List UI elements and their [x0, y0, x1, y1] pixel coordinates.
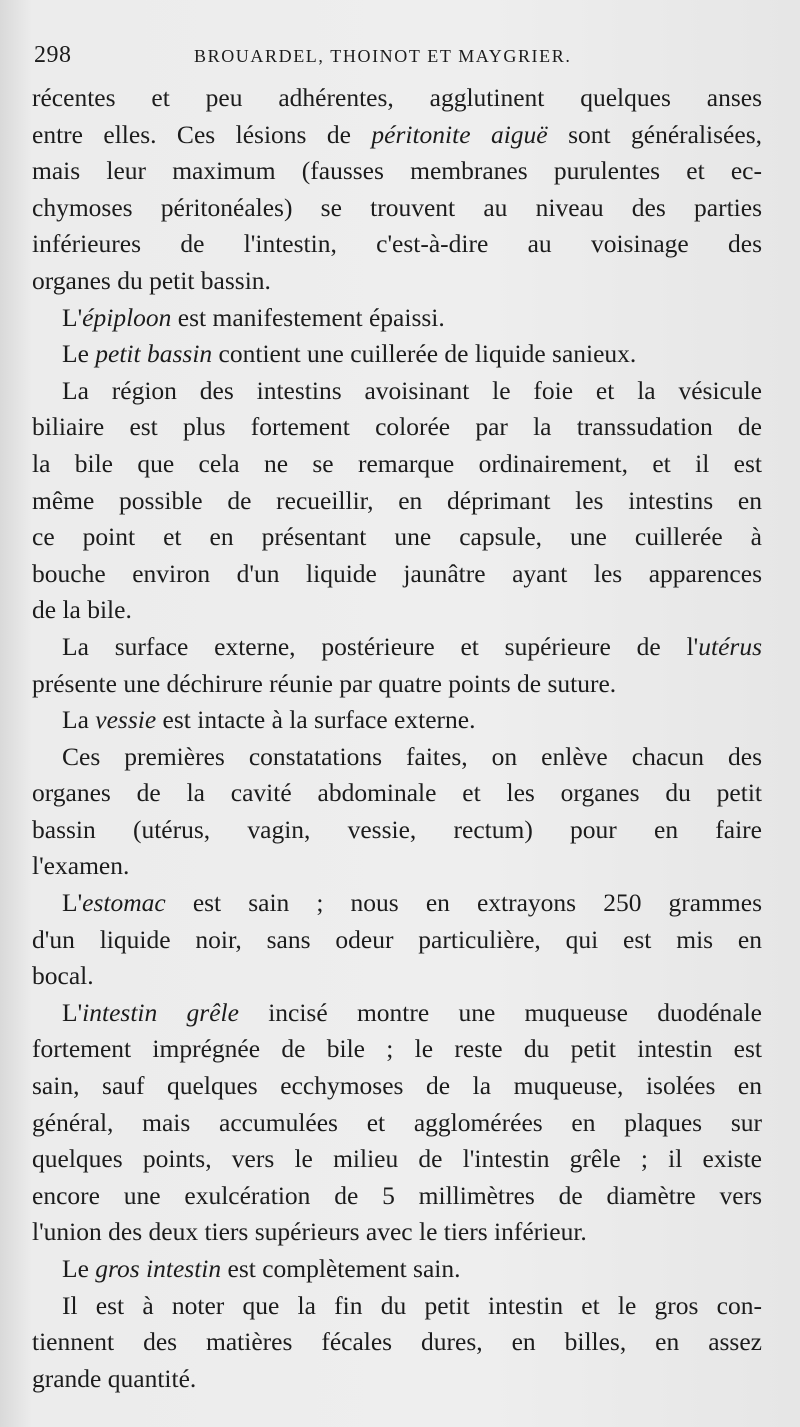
text-line: bouche environ d'un liquide jaunâtre ayant les apparences [32, 558, 762, 588]
text-line: chymoses péritonéales) se trouvent au niveau des parties [32, 192, 762, 222]
italic-term: estomac [82, 888, 166, 918]
text-line: Il est à noter que la fin du petit intestin et le gros con- [62, 1290, 762, 1320]
paragraph [32, 336, 762, 373]
paragraph [32, 1251, 762, 1288]
text-line: Ces premières constatations faites, on enlève chacun des [62, 741, 762, 771]
paragraph [32, 1288, 762, 1398]
text-line: récentes et peu adhérentes, agglutinent quelques anses [32, 83, 762, 112]
page-number: 298 [34, 42, 72, 68]
text-line: biliaire est plus fortement colorée par la transsudation de [32, 412, 762, 442]
text-line: L'estomac est sain ; nous en extrayons 250 grammes [62, 888, 762, 918]
paragraph [32, 702, 762, 739]
paragraph [32, 885, 762, 995]
text-line: La surface externe, postérieure et supérieure de l'utérus [62, 631, 762, 661]
text-line: organes de la cavité abdominale et les organes du petit [32, 778, 762, 808]
text-line: Le gros intestin est complètement sain. [62, 1254, 461, 1283]
text-line: L'épiploon est manifestement épaissi. [62, 302, 445, 332]
paragraph [32, 80, 762, 300]
paragraph [32, 739, 762, 885]
paragraph [32, 995, 762, 1251]
text-line: général, mais accumulées et agglomérées en plaques sur [32, 1107, 762, 1137]
paragraph [32, 629, 762, 702]
text-line: la bile que cela ne se remarque ordinairement, et il est [32, 448, 762, 478]
page-header [34, 42, 750, 72]
text-line: grande quantité. [32, 1363, 197, 1393]
text-line: sain, sauf quelques ecchymoses de la muqueuse, isolées en [32, 1071, 762, 1101]
text-line: ce point et en présentant une capsule, une cuillerée à [32, 522, 762, 552]
text-line: l'examen. [32, 851, 130, 881]
text-line: de la bile. [32, 595, 132, 625]
text-line: organes du petit bassin. [32, 265, 271, 295]
text-line: mais leur maximum (fausses membranes purulentes et ec- [32, 156, 762, 186]
text-line: bocal. [32, 961, 94, 991]
italic-term: péritonite aiguë [371, 119, 548, 149]
paragraph [32, 373, 762, 629]
italic-term: intestin grêle [82, 997, 239, 1027]
text-line: quelques points, vers le milieu de l'intestin grêle ; il existe [32, 1144, 762, 1174]
running-head: BROUARDEL, THOINOT ET MAYGRIER. [194, 46, 572, 66]
text-line: inférieures de l'intestin, c'est-à-dire au voisinage des [32, 229, 762, 259]
text-line: tiennent des matières fécales dures, en billes, en assez [32, 1327, 762, 1357]
text-line: bassin (utérus, vagin, vessie, rectum) pour en faire [32, 814, 762, 844]
text-line: présente une déchirure réunie par quatre points de suture. [32, 668, 617, 698]
text-line: l'union des deux tiers supérieurs avec le tiers inférieur. [32, 1217, 587, 1247]
body-text [32, 80, 762, 1397]
text-line: fortement imprégnée de bile ; le reste du petit intestin est [32, 1034, 762, 1064]
text-line: La vessie est intacte à la surface externe. [62, 705, 476, 735]
text-line: d'un liquide noir, sans odeur particulière, qui est mis en [32, 924, 762, 954]
text-line: La région des intestins avoisinant le foie et la vésicule [62, 375, 762, 405]
text-line: Le petit bassin contient une cuillerée de liquide sanieux. [62, 339, 637, 369]
italic-term: épiploon [82, 302, 172, 332]
text-line: encore une exulcération de 5 millimètres de diamètre vers [32, 1180, 762, 1210]
text-line: même possible de recueillir, en déprimant les intestins en [32, 485, 762, 515]
text-line: L'intestin grêle incisé montre une muqueuse duodénale [62, 997, 762, 1027]
italic-term: petit bassin [95, 339, 213, 369]
italic-term: vessie [95, 705, 157, 735]
italic-term: utérus [698, 631, 762, 661]
text-line: entre elles. Ces lésions de péritonite aiguë sont généralisées, [32, 119, 762, 149]
italic-term: gros intestin [95, 1254, 222, 1283]
paragraph [32, 300, 762, 337]
